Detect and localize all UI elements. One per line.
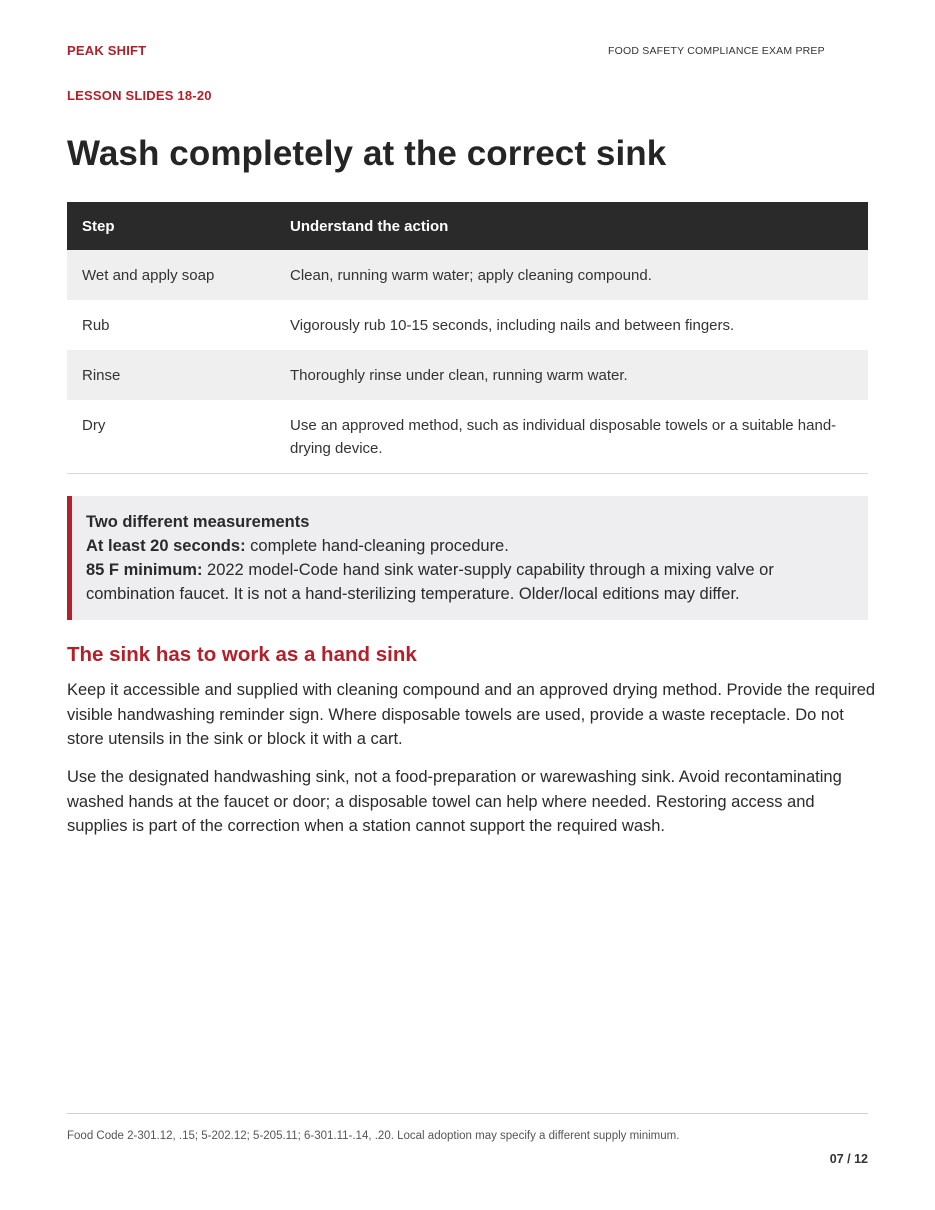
callout-item-duration xyxy=(86,534,848,558)
table-row xyxy=(67,350,868,400)
step-cell: Wet and apply soap xyxy=(67,250,286,300)
table-row xyxy=(67,250,868,300)
table-header-row xyxy=(67,202,868,250)
body-paragraph: Keep it accessible and supplied with cleaning compound and an approved drying method. Provide the required visible handwashing reminder sign. Where disposable towels are used, provide a waste receptacle. Do not store utensils in the sink or block it with a cart. xyxy=(67,681,876,748)
body-paragraph: Use the designated handwashing sink, not a food-preparation or warewashing sink. Avoid recontaminating washed hands at the faucet or door; a disposable towel can help where needed. Restoring access and supplies is part of the correction when a station cannot support the required wash. xyxy=(67,768,842,835)
callout-item-text: 2022 model-Code hand sink water-supply capability through a mixing valve or combination faucet. It is not a hand-sterilizing temperature. Older/local editions may differ. xyxy=(86,561,774,603)
page-number: 07 / 12 xyxy=(829,1152,868,1166)
column-header-action: Understand the action xyxy=(286,202,868,250)
action-cell: Clean, running warm water; apply cleaning compound. xyxy=(286,250,868,300)
document-label: FOOD SAFETY COMPLIANCE EXAM PREP xyxy=(608,45,825,57)
column-header-step: Step xyxy=(67,202,286,250)
table-row xyxy=(67,300,868,350)
action-cell: Vigorously rub 10-15 seconds, including nails and between fingers. xyxy=(290,317,735,334)
measurements-callout xyxy=(67,496,868,620)
action-cell: Thoroughly rinse under clean, running warm water. xyxy=(286,350,868,400)
step-cell: Rub xyxy=(82,317,110,334)
table-row xyxy=(67,400,868,473)
callout-item-temperature xyxy=(86,558,848,606)
callout-item-text: complete hand-cleaning procedure. xyxy=(250,537,509,555)
lesson-eyebrow: LESSON SLIDES 18-20 xyxy=(67,88,212,103)
footer-divider xyxy=(67,1113,868,1114)
handwashing-steps-table xyxy=(67,202,868,474)
callout-heading: Two different measurements xyxy=(86,513,310,531)
section-heading: The sink has to work as a hand sink xyxy=(67,643,417,666)
callout-item-label: 85 F minimum: xyxy=(86,561,203,579)
footer-source-note: Food Code 2-301.12, .15; 5-202.12; 5-205.11; 6-301.11-.14, .20. Local adoption may specify a different supply minimum. xyxy=(67,1130,680,1142)
step-cell: Rinse xyxy=(67,350,286,400)
step-cell: Dry xyxy=(67,400,286,473)
page-title: Wash completely at the correct sink xyxy=(67,134,667,173)
callout-item-label: At least 20 seconds: xyxy=(86,537,246,555)
action-cell: Use an approved method, such as individual disposable towels or a suitable hand-drying device. xyxy=(286,400,868,473)
brand-name: PEAK SHIFT xyxy=(67,43,147,58)
